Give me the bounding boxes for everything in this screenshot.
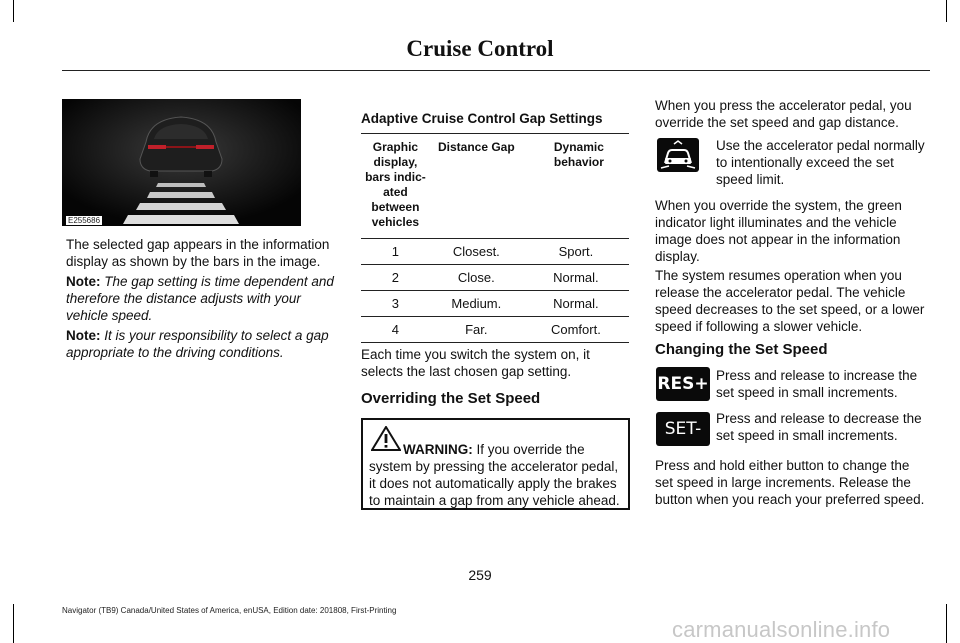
table-cell: Sport. (558, 244, 594, 259)
set-minus-paragraph: Press and release to decrease the set speed in small increments. (716, 411, 922, 443)
warning-label: WARNING: (403, 442, 473, 457)
edition-info: Navigator (TB9) Canada/United States of America, enUSA, Edition date: 201808, First-Printing (62, 606, 397, 615)
crop-mark-top-left (13, 0, 14, 22)
table-cell: Far. (465, 322, 488, 337)
press-hold-paragraph: Press and hold either button to change the set speed in large increments. Release the button when you reach your preferred speed. (655, 458, 925, 507)
note-text: The gap setting is time dependent and therefore the distance adjusts with your vehicle speed. (66, 274, 334, 323)
table-row (361, 291, 629, 317)
crop-mark-top-right (946, 0, 947, 22)
override-heading: Overriding the Set Speed (361, 390, 541, 407)
gap-settings-table (361, 133, 629, 343)
table-cell: Normal. (553, 296, 599, 311)
warning-text: If you override the system by pressing the accelerator pedal, it does not automatically apply the brakes to maintain a gap from any vehicle ahead. (369, 442, 620, 508)
table-cell: 3 (391, 296, 400, 311)
warning-box (361, 418, 630, 510)
figure-code: E255686 (68, 216, 101, 225)
page-title: Cruise Control (406, 36, 554, 61)
table-cell: Normal. (553, 270, 599, 285)
table-cell: 4 (391, 322, 400, 337)
column-header: Graphic display, bars indic- ated between vehicles (365, 140, 426, 229)
note-label: Note: (66, 274, 101, 289)
crop-mark-bottom-left (13, 604, 14, 643)
res-plus-paragraph: Press and release to increase the set speed in small increments. (716, 368, 918, 400)
table-cell: Closest. (452, 244, 500, 259)
page-number: 259 (468, 567, 492, 583)
table-row (361, 265, 629, 291)
table-cell: 2 (391, 270, 400, 285)
table-title: Adaptive Cruise Control Gap Settings (361, 111, 603, 126)
accelerator-icon-paragraph: Use the accelerator pedal normally to intentionally exceed the set speed limit. (716, 138, 925, 187)
note-time-dependent (66, 273, 342, 324)
crop-mark-bottom-right (946, 604, 947, 643)
table-cell: Medium. (451, 296, 502, 311)
res-plus-button-icon: RES+ (656, 367, 710, 401)
note-responsibility (66, 327, 342, 361)
column-header: Distance Gap (437, 140, 515, 154)
table-row (361, 239, 629, 265)
table-cell: 1 (391, 244, 400, 259)
gap-memory-paragraph: Each time you switch the system on, it selects the last chosen gap setting. (361, 347, 590, 379)
changing-heading: Changing the Set Speed (655, 341, 828, 358)
warning-content (369, 441, 622, 509)
vehicle-gap-illustration (62, 99, 301, 226)
green-indicator-paragraph: When you override the system, the green indicator light illuminates and the vehicle image does not appear in the information display. (655, 198, 902, 264)
accelerator-override-paragraph: When you press the accelerator pedal, you override the set speed and gap distance. (655, 98, 912, 130)
header-rule (62, 70, 930, 71)
resume-operation-paragraph: The system resumes operation when you release the accelerator pedal. The vehicle speed decreases to the set speed, or a lower speed if following a slower vehicle. (655, 268, 925, 334)
table-row (361, 317, 629, 343)
table-cell: Close. (457, 270, 495, 285)
watermark: carmanualsonline.info (672, 617, 891, 642)
accelerator-override-icon (657, 138, 699, 172)
note-label: Note: (66, 328, 101, 343)
set-minus-button-icon: SET- (656, 412, 710, 446)
note-text: It is your responsibility to select a gap appropriate to the driving conditions. (66, 328, 329, 360)
table-cell: Comfort. (550, 322, 601, 337)
column-header: Dynamic behavior (553, 140, 604, 169)
table-header-row (361, 134, 629, 239)
gap-display-paragraph: The selected gap appears in the information display as shown by the bars in the image. (66, 237, 330, 269)
warning-icon (371, 426, 401, 451)
